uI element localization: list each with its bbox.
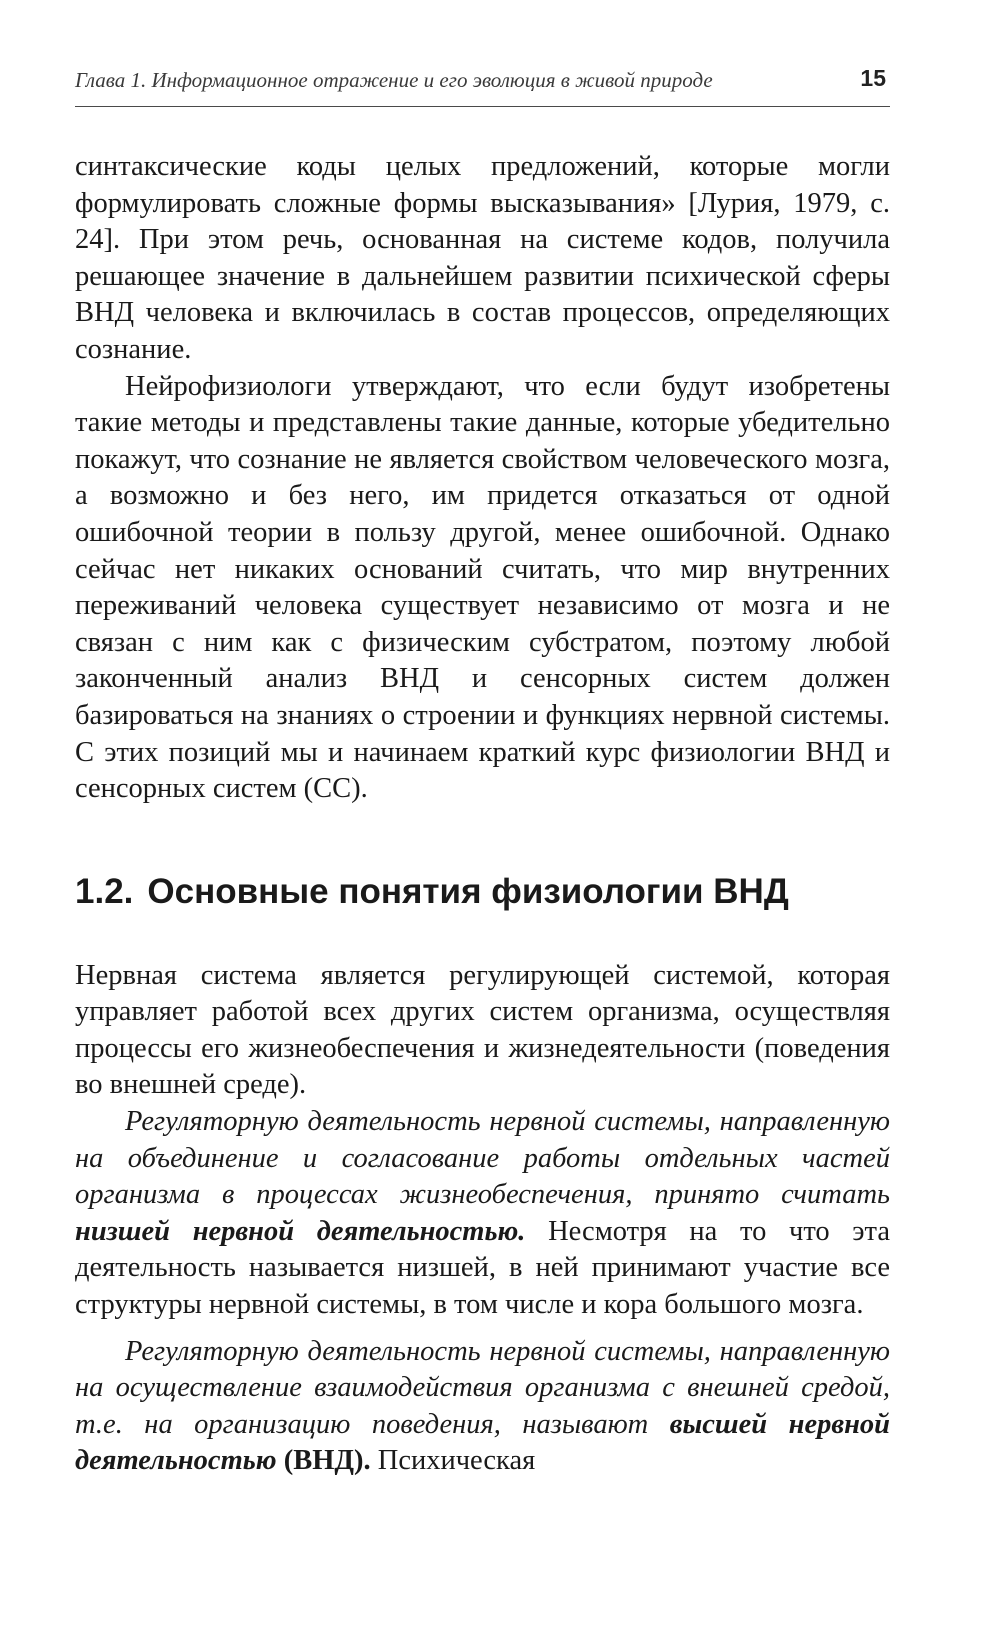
paragraph-neurophysiologists: Нейрофизиологи утверждают, что если будут изобретены такие методы и представлены такие данные, которые убедительно покажут, что сознание не является свойством человеческого мозга, а возможно и без него, им придется отказаться от одной ошибочной теории в пользу другой, менее ошибочной. Однако сейчас нет никаких оснований считать, что мир внутренних переживаний человека существует независимо от мозга и не связан с ним как с физическим субстратом, поэтому любой законченный анализ ВНД и сенсорных систем должен базироваться на знаниях о строении и функциях нервной системы. С этих позиций мы и начинаем краткий курс физиологии ВНД и сенсорных систем (СС). <box>75 370 890 805</box>
paragraph-text: Психическая <box>370 1445 536 1477</box>
paragraph-higher-nervous-activity <box>75 1334 890 1480</box>
italic-definition: Регуляторную деятельность нервной системы, направленную на осуществление взаимодействия организма с внешней средой, т.е. на организацию поведения, называют <box>75 1335 890 1440</box>
paragraph-lower-nervous-activity <box>75 1104 890 1324</box>
term-abbreviation: (ВНД). <box>276 1445 371 1477</box>
page-number: 15 <box>860 65 886 91</box>
section-title: Основные понятия физиологии ВНД <box>147 871 789 911</box>
paragraph-continuation: синтаксические коды целых предложений, которые могли формулировать сложные формы высказывания» [Лурия, 1979, с. 24]. При этом речь, основанная на системе кодов, получила решающее значение в дальнейшем развитии психической сферы ВНД человека и включилась в состав процессов, определяющих сознание. <box>75 151 890 365</box>
section-number: 1.2. <box>75 871 134 911</box>
paragraph-text: Несмотря на то что эта деятельность называется низшей, в ней принимают участие все структуры нервной системы, в том числе и кора большого мозга. <box>75 1215 890 1321</box>
running-header <box>75 60 890 107</box>
italic-definition: Регуляторную деятельность нервной системы, направленную на объединение и согласование работы отдельных частей организма в процессах жизнеобеспечения, принято считать <box>75 1106 890 1211</box>
term-higher-nervous-activity: высшей нервной деятельностью <box>75 1408 891 1477</box>
running-title: Глава 1. Информационное отражение и его эволюция в живой природе <box>75 68 713 92</box>
paragraph-nervous-system: Нервная система является регулирующей системой, которая управляет работой всех других систем организма, осуществляя процессы его жизнеобеспечения и жизнедеятельности (поведения во внешней среде). <box>75 959 890 1101</box>
section-heading <box>75 872 890 912</box>
term-lower-nervous-activity: низшей нервной деятельностью. <box>75 1215 526 1247</box>
book-page <box>75 60 890 1480</box>
